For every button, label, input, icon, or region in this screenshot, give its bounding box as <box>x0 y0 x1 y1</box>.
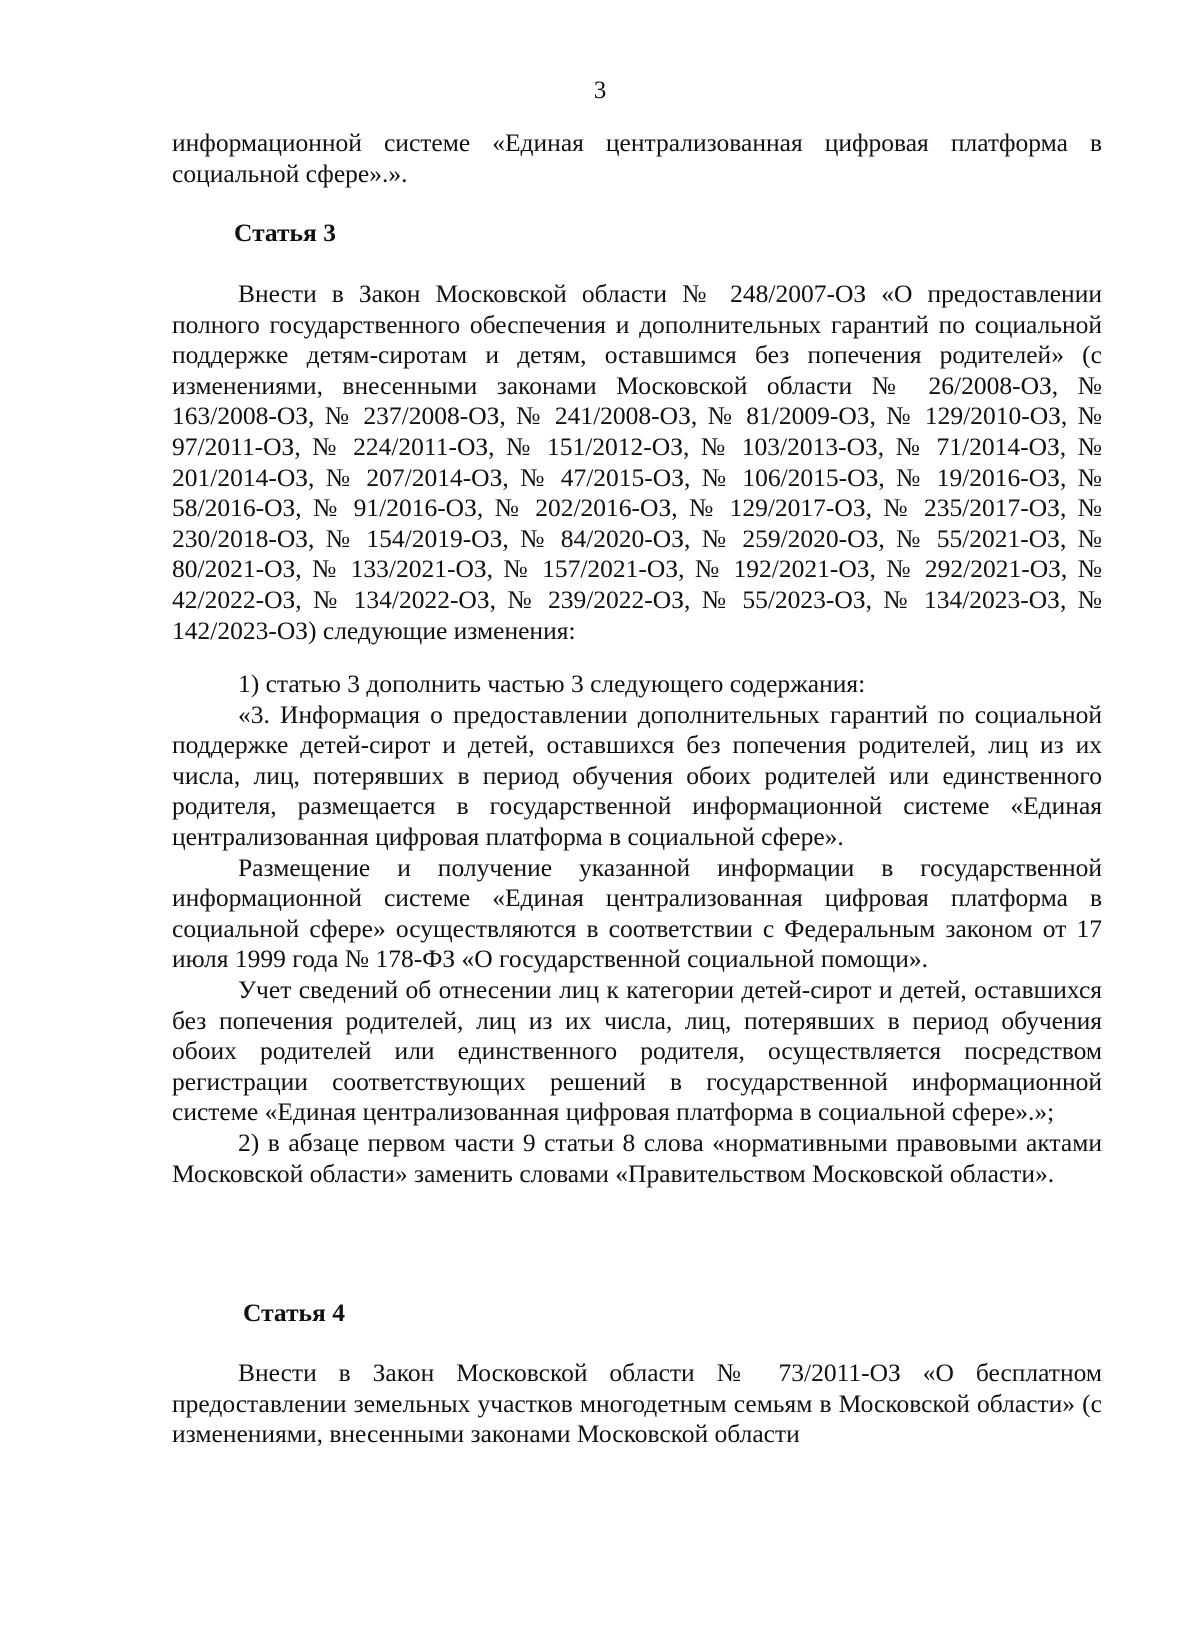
intro-paragraph <box>172 128 1102 189</box>
article-4-heading: Статья 4 <box>243 1298 345 1327</box>
page-number: 3 <box>593 77 607 104</box>
article-3-preamble-text: Внести в Закон Московской области № 248/2007-ОЗ «О предоставлении полного государственного обеспечения и дополнительных гарантий по социальной поддержке детям-сиротам и детям, оставшимся без попечения родителей» (с изменениями, внесенными законами Московской области № 26/2008-ОЗ, № 163/2008-ОЗ, № 237/2008-ОЗ, № 241/2008-ОЗ, № 81/2009-ОЗ, № 129/2010-ОЗ, № 97/2011-ОЗ, № 224/2011-ОЗ, № 151/2012-ОЗ, № 103/2013-ОЗ, № 71/2014-ОЗ, № 201/2014-ОЗ, № 207/2014-ОЗ, № 47/2015-ОЗ, № 106/2015-ОЗ, № 19/2016-ОЗ, № 58/2016-ОЗ, № 91/2016-ОЗ, № 202/2016-ОЗ, № 129/2017-ОЗ, № 235/2017-ОЗ, № 230/2018-ОЗ, № 154/2019-ОЗ, № 84/2020-ОЗ, № 259/2020-ОЗ, № 55/2021-ОЗ, № 80/2021-ОЗ, № 133/2021-ОЗ, № 157/2021-ОЗ, № 192/2021-ОЗ, № 292/2021-ОЗ, № 42/2022-ОЗ, № 134/2022-ОЗ, № 239/2022-ОЗ, № 55/2023-ОЗ, № 134/2023-ОЗ, № 142/2023-ОЗ) следующие изменения: <box>172 279 1102 645</box>
article-3-amendments <box>172 669 1102 1189</box>
intro-text: информационной системе «Единая централизованная цифровая платформа в социальной сфере».». <box>172 128 1102 188</box>
article-3-preamble <box>172 279 1102 646</box>
amendment-item-2: 2) в абзаце первом части 9 статьи 8 слова «нормативными правовыми актами Московской области» заменить словами «Правительством Московской области». <box>172 1127 1102 1188</box>
amendment-item-1-registration: Учет сведений об отнесении лиц к категории детей-сирот и детей, оставшихся без попечения родителей, лиц из их числа, лиц, потерявших в период обучения обоих родителей или единственного родителя, осуществляется посредством регистрации соответствующих решений в государственной информационной системе «Единая централизованная цифровая платформа в социальной сфере».»; <box>172 974 1102 1127</box>
amendment-item-1-part-3: «3. Информация о предоставлении дополнительных гарантий по социальной поддержке детей-сирот и детей, оставшихся без попечения родителей, лиц из их числа, лиц, потерявших в период обучения обоих родителей или единственного родителя, размещается в государственной информационной системе «Единая централизованная цифровая платформа в социальной сфере». <box>172 699 1102 851</box>
amendment-item-1-intro: 1) статью 3 дополнить частью 3 следующего содержания: <box>238 669 866 698</box>
amendment-item-1-placement: Размещение и получение указанной информации в государственной информационной системе «Единая централизованная цифровая платформа в социальной сфере» осуществляются в соответствии с Федеральным законом от 17 июля 1999 года № 178-ФЗ «О государственной социальной помощи». <box>172 852 1102 974</box>
article-3-heading: Статья 3 <box>234 218 336 247</box>
article-4-preamble <box>172 1358 1102 1450</box>
article-4-preamble-text: Внести в Закон Московской области № 73/2011-ОЗ «О бесплатном предоставлении земельных участков многодетным семьям в Московской области» (с изменениями, внесенными законами Московской области <box>172 1358 1102 1449</box>
